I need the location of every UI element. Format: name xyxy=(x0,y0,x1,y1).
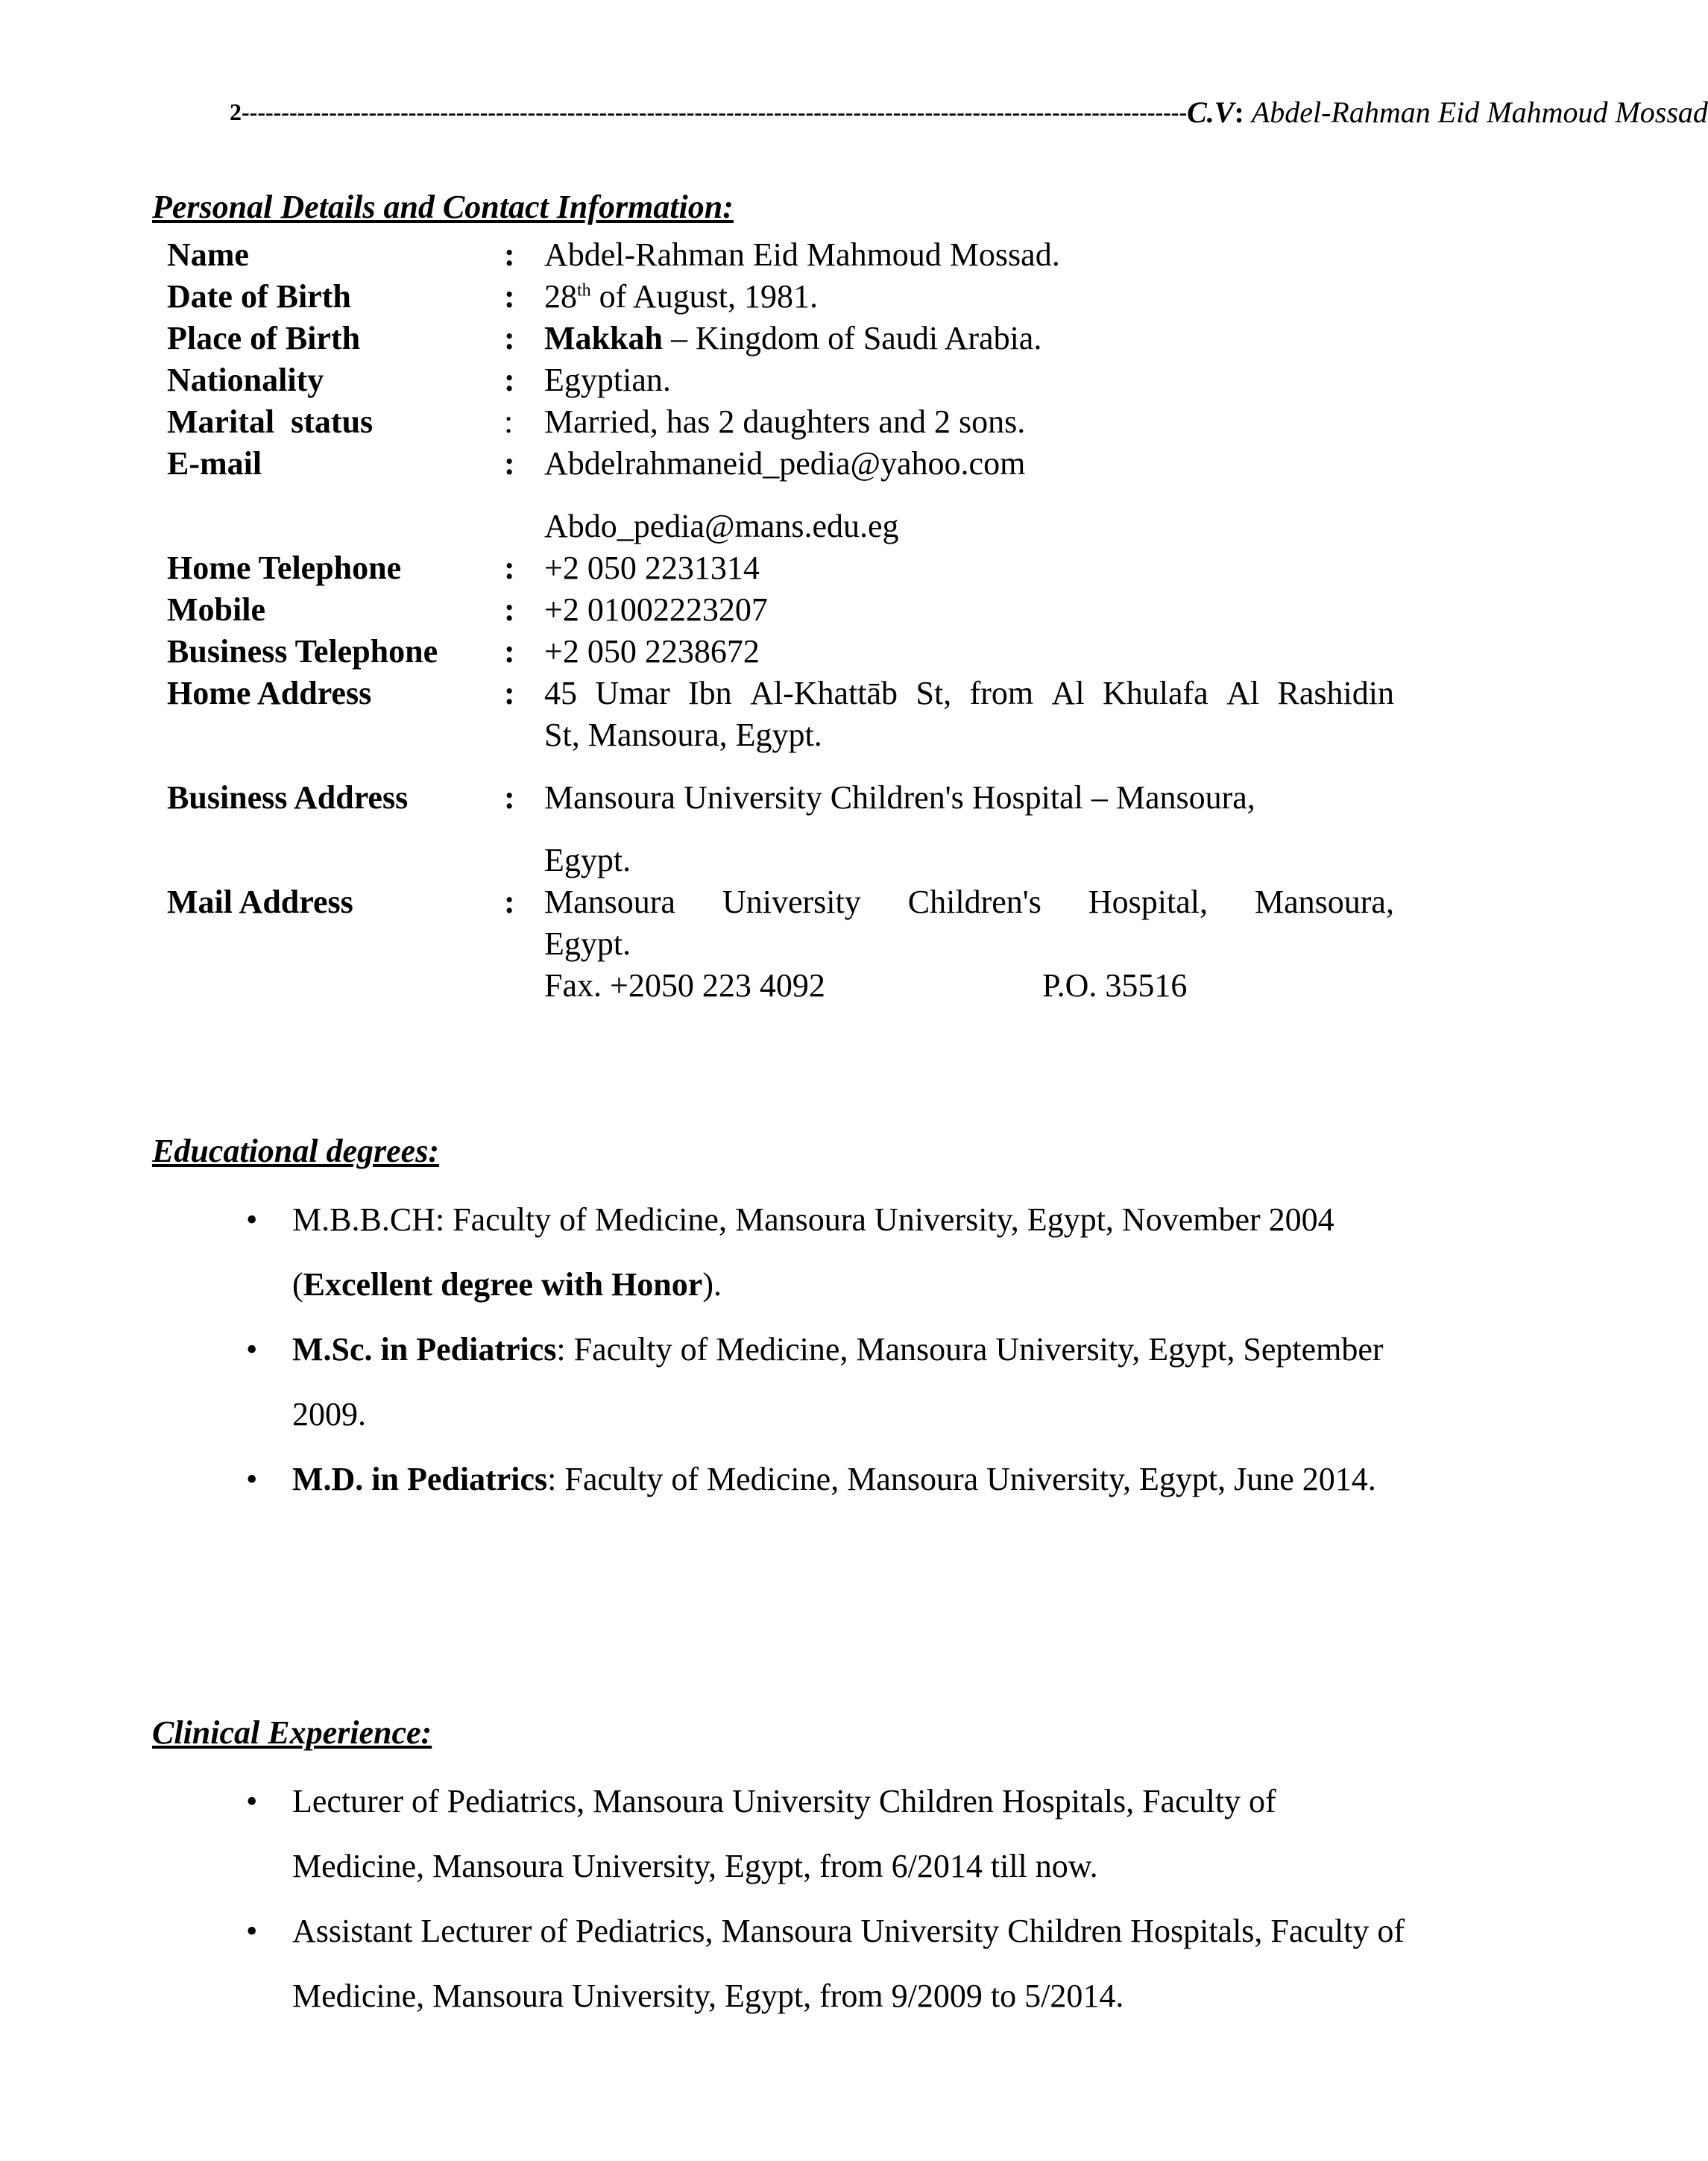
birth-city: Makkah xyxy=(544,320,663,356)
detail-value: Egyptian. xyxy=(544,362,671,398)
address-word: Al xyxy=(1226,675,1260,711)
list-item xyxy=(246,1187,1409,1317)
detail-label: Home Address xyxy=(167,675,372,711)
address-word: St, xyxy=(916,675,952,711)
home-address-line-2: St, Mansoura, Egypt. xyxy=(544,717,822,753)
detail-label: Home Telephone xyxy=(167,550,402,586)
detail-separator: : xyxy=(504,403,514,440)
detail-separator: : xyxy=(504,278,515,315)
address-word: Mansoura, xyxy=(1255,884,1394,920)
detail-separator: : xyxy=(504,675,515,711)
detail-label: E-mail xyxy=(167,445,262,482)
detail-value xyxy=(544,319,1041,357)
detail-value: Married, has 2 daughters and 2 sons. xyxy=(544,403,1026,440)
mail-address-line-2: Egypt. xyxy=(544,925,631,962)
experience-text: Assistant Lecturer of Pediatrics, Mansoura University Children Hospitals, Faculty of Medicine, Mansoura University, Egypt, from 9/2009 to 5/2014. xyxy=(292,1913,1405,2014)
detail-separator: : xyxy=(504,884,515,920)
list-item xyxy=(246,1447,1409,1512)
detail-label: Place of Birth xyxy=(167,320,361,356)
clinical-experience-heading: Clinical Experience: xyxy=(152,1714,432,1751)
detail-label: Business Address xyxy=(167,779,409,816)
education-list xyxy=(246,1187,1409,1512)
detail-label: Date of Birth xyxy=(167,278,351,315)
address-word: Hospital, xyxy=(1088,884,1208,920)
birth-country: – Kingdom of Saudi Arabia. xyxy=(662,320,1042,356)
mail-address-line-1 xyxy=(544,883,1394,921)
bullet-icon: • xyxy=(246,1331,258,1368)
degree-text: : Faculty of Medicine, Mansoura University, Egypt, September 2009. xyxy=(292,1331,1384,1432)
detail-value: Abdel-Rahman Eid Mahmoud Mossad. xyxy=(544,236,1060,273)
address-word: Khulafa xyxy=(1102,675,1208,711)
birth-month-year: of August, 1981. xyxy=(590,278,819,315)
detail-label: Marital status xyxy=(167,403,374,440)
detail-label: Name xyxy=(167,236,249,273)
detail-value: +2 050 2231314 xyxy=(544,550,760,586)
address-word: 45 xyxy=(544,675,577,711)
address-word: University xyxy=(722,884,861,920)
page-number: 2 xyxy=(230,98,242,125)
detail-value xyxy=(544,277,818,315)
experience-text: Lecturer of Pediatrics, Mansoura University Children Hospitals, Faculty of Medicine, Mansoura University, Egypt, from 6/2014 till now. xyxy=(292,1783,1276,1884)
detail-separator: : xyxy=(504,320,515,356)
degree-text: M.B.B.CH: Faculty of Medicine, Mansoura University, Egypt, November 2004 ( xyxy=(292,1201,1334,1303)
detail-value: Mansoura University Children's Hospital – Mansoura, xyxy=(544,779,1255,816)
address-word: Children's xyxy=(907,884,1041,920)
detail-separator: : xyxy=(504,550,515,586)
detail-separator: : xyxy=(504,633,515,670)
address-word: Ibn xyxy=(688,675,732,711)
personal-details-heading: Personal Details and Contact Information: xyxy=(152,189,734,225)
page-header xyxy=(230,89,1708,134)
header-cv-label: C.V xyxy=(1187,95,1235,129)
birth-day-suffix: th xyxy=(577,280,591,301)
detail-value: +2 050 2238672 xyxy=(544,633,760,670)
list-item xyxy=(246,1899,1409,2028)
detail-label: Mobile xyxy=(167,591,265,628)
experience-list xyxy=(246,1769,1409,2028)
address-word: Al xyxy=(1051,675,1085,711)
detail-separator: : xyxy=(504,362,515,398)
degree-text: : Faculty of Medicine, Mansoura University, Egypt, June 2014. xyxy=(547,1461,1376,1497)
header-dash-line: ----------------------------------------------------------------------------------------------------------------------- xyxy=(242,98,1188,125)
bullet-icon: • xyxy=(246,1201,258,1238)
detail-separator: : xyxy=(504,236,515,273)
detail-separator: : xyxy=(504,591,515,628)
detail-label: Mail Address xyxy=(167,884,353,920)
bullet-icon: • xyxy=(246,1783,258,1819)
degree-text-end: ). xyxy=(702,1266,722,1303)
address-word: from xyxy=(969,675,1034,711)
header-colon: : xyxy=(1234,95,1244,129)
address-word: Al-Khattāb xyxy=(750,675,898,711)
bullet-icon: • xyxy=(246,1461,258,1497)
birth-day: 28 xyxy=(544,278,577,315)
detail-value: +2 01002223207 xyxy=(544,591,768,628)
business-address-line-2: Egypt. xyxy=(544,842,631,878)
email-primary[interactable]: Abdelrahmaneid_pedia@yahoo.com xyxy=(544,445,1026,482)
degree-name: M.D. in Pediatrics xyxy=(292,1461,548,1497)
po-box: P.O. 35516 xyxy=(1042,967,1188,1004)
header-name: Abdel-Rahman Eid Mahmoud Mossad xyxy=(1251,95,1708,129)
list-item xyxy=(246,1317,1409,1447)
degree-name: M.Sc. in Pediatrics xyxy=(292,1331,557,1368)
education-heading: Educational degrees: xyxy=(152,1133,439,1169)
list-item xyxy=(246,1769,1409,1899)
home-address-line-1 xyxy=(544,674,1394,712)
detail-label: Business Telephone xyxy=(167,633,438,670)
address-word: Mansoura xyxy=(544,884,675,920)
address-word: Rashidin xyxy=(1277,675,1394,711)
address-word: Umar xyxy=(595,675,670,711)
bullet-icon: • xyxy=(246,1913,258,1949)
fax-number: Fax. +2050 223 4092 xyxy=(544,967,825,1004)
detail-separator: : xyxy=(504,779,515,816)
degree-honor: Excellent degree with Honor xyxy=(303,1266,703,1303)
detail-label: Nationality xyxy=(167,362,324,398)
email-secondary[interactable]: Abdo_pedia@mans.edu.eg xyxy=(544,508,899,544)
detail-separator: : xyxy=(504,445,515,482)
